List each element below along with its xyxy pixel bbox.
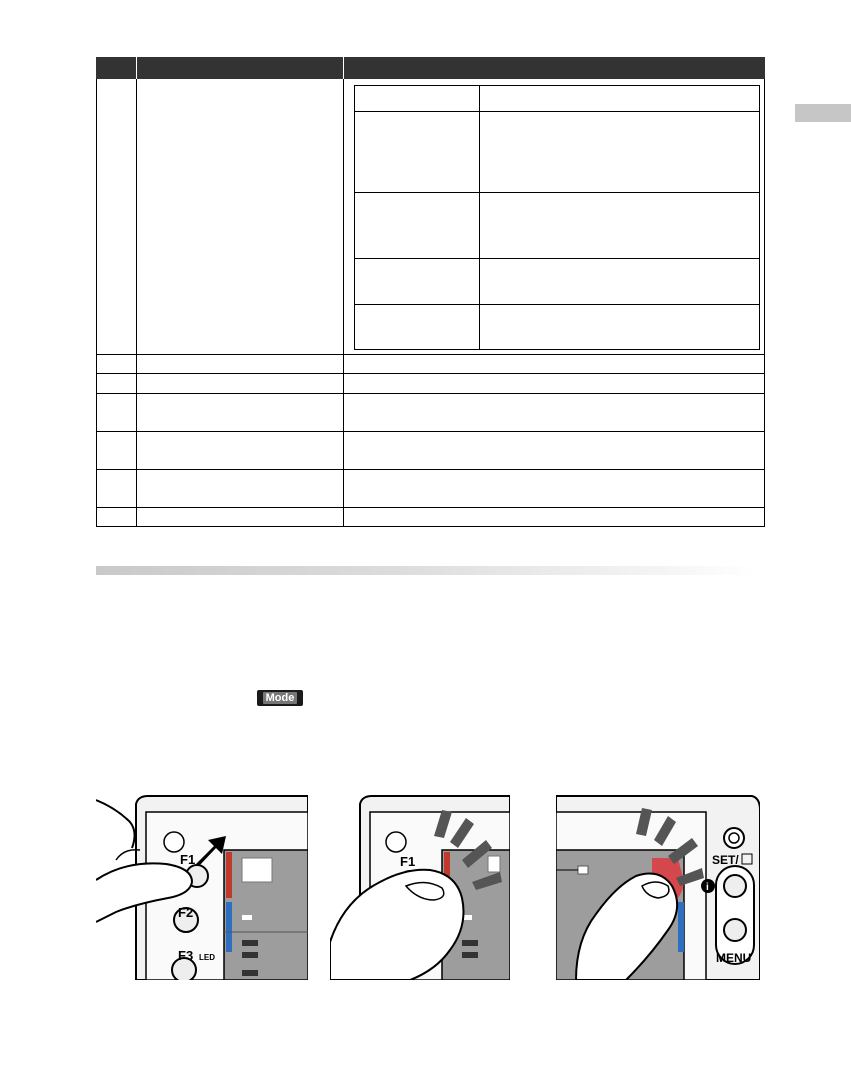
- f3-label: F3: [178, 948, 194, 963]
- menu-label: MENU: [716, 951, 752, 965]
- mode-badge-label: Mode: [263, 692, 298, 704]
- illustration-touch-right: [556, 790, 760, 980]
- illustration-touch-left: [330, 790, 510, 980]
- set-label: SET/: [712, 853, 739, 867]
- illustration-press-f1: [96, 790, 308, 980]
- chapter-tab: [795, 104, 851, 122]
- table-header: [96, 57, 765, 79]
- mode-badge: [257, 690, 303, 706]
- section-divider: [96, 566, 756, 575]
- setting-subtable: [354, 85, 760, 350]
- f1-label: F1: [180, 852, 196, 867]
- f1-label: F1: [400, 854, 416, 869]
- led-label: LED: [199, 953, 215, 962]
- f2-label: F2: [178, 905, 194, 920]
- svg-text:i: i: [706, 882, 709, 893]
